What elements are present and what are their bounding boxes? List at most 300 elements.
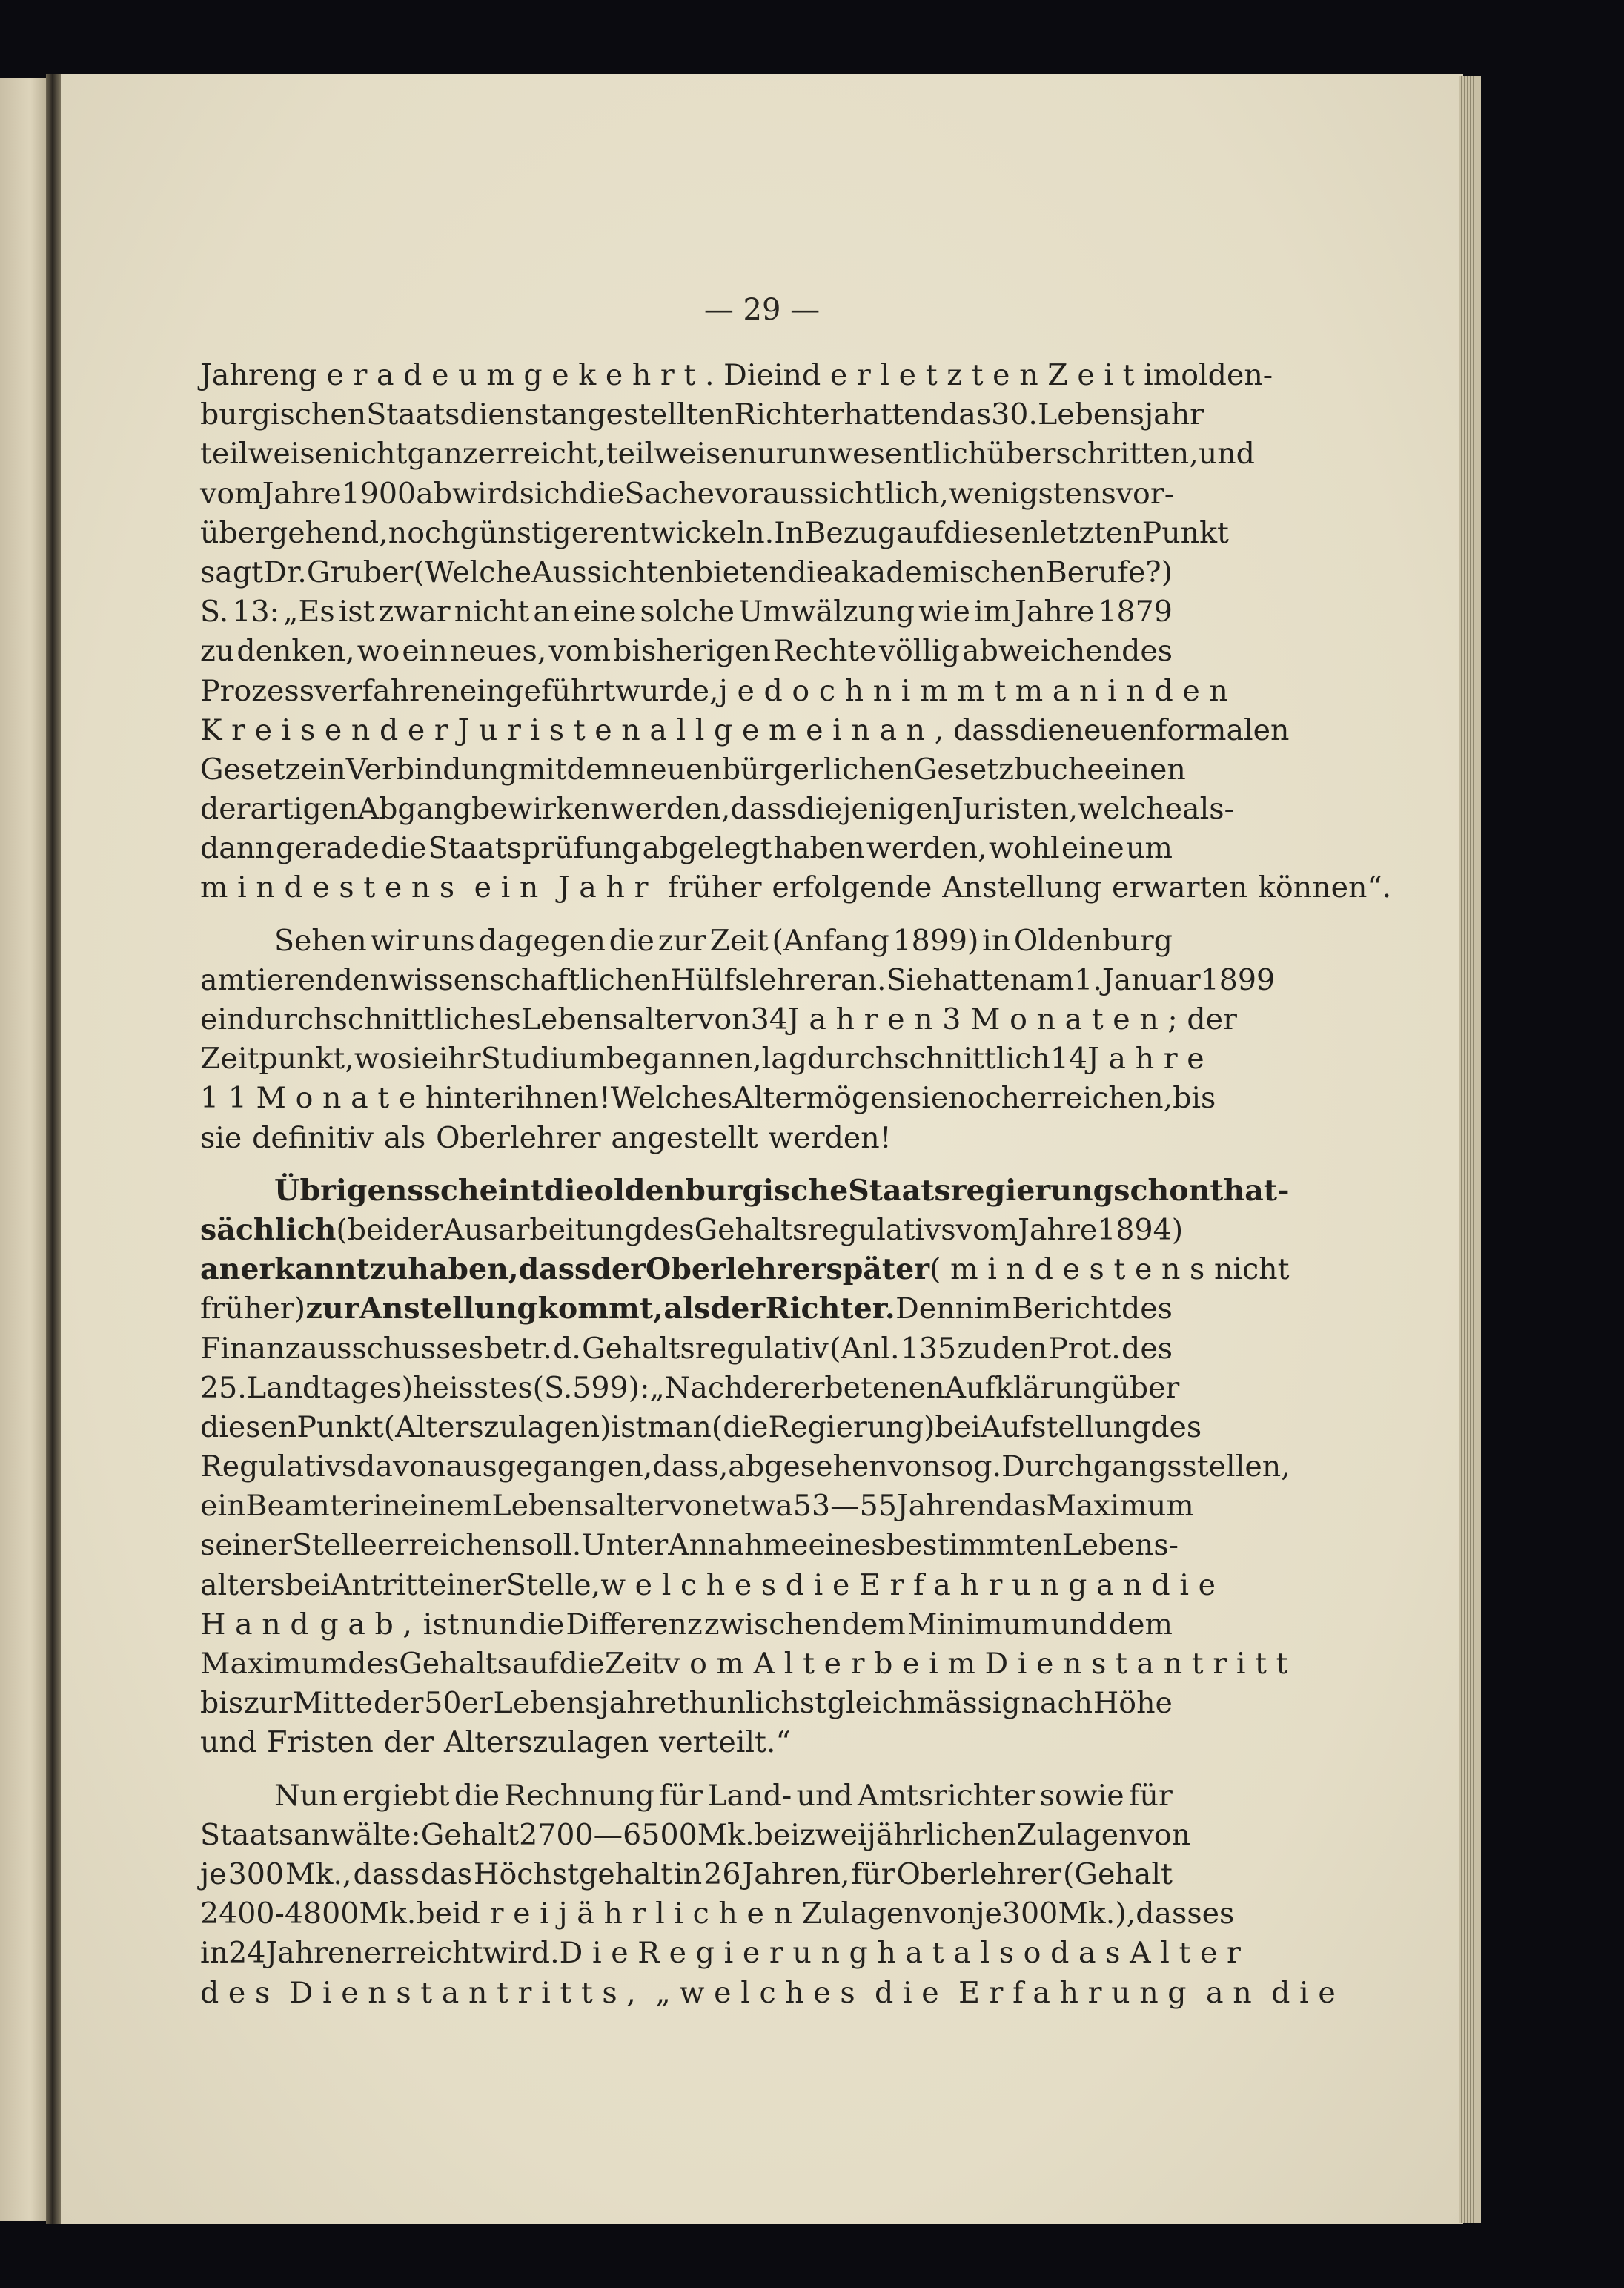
word: sie: [906, 1081, 949, 1116]
word: alters: [200, 1567, 285, 1602]
word: werden,: [609, 792, 731, 827]
word: dass: [730, 792, 797, 827]
text-line: [200, 632, 1173, 671]
word: in: [773, 358, 802, 392]
text-line: [200, 1605, 1173, 1644]
text-line: [200, 1171, 1290, 1211]
word: Sie: [886, 962, 933, 997]
word: eingeführt: [459, 673, 616, 708]
word: Regulativs: [200, 1449, 357, 1484]
word: der: [383, 1725, 434, 1760]
word: bestimmten: [886, 1528, 1062, 1563]
word: ist: [611, 1409, 648, 1444]
word: solche: [640, 595, 735, 629]
word: Richter: [734, 397, 844, 432]
text-line: [200, 790, 1234, 829]
text-line: [200, 1211, 1184, 1250]
word: 11: [200, 1081, 256, 1116]
word: Welches: [610, 1081, 733, 1116]
word: neuen: [1064, 712, 1156, 747]
word: vom: [955, 1212, 1018, 1247]
word: hatten: [844, 397, 941, 432]
word: das: [995, 1489, 1047, 1524]
word: Studium: [480, 1042, 606, 1077]
word: und: [796, 1778, 853, 1813]
word: 30.: [991, 397, 1038, 432]
text-line: [200, 592, 1173, 632]
word: ein: [200, 1002, 246, 1036]
word: Monate: [256, 1081, 425, 1116]
word: 2400: [200, 1897, 275, 1931]
word: definitiv: [252, 1120, 374, 1155]
word: als-: [1182, 792, 1234, 827]
word: teilweise: [200, 437, 332, 472]
word: früher: [667, 870, 762, 905]
text-line: [200, 1934, 1250, 1973]
word: 1899: [1200, 962, 1276, 997]
word: entwickeln.: [603, 515, 775, 550]
word: des: [1121, 1292, 1173, 1326]
text-line: [200, 1487, 1194, 1526]
text-line: [200, 1776, 1173, 1816]
word: burgischen: [200, 397, 367, 432]
word: die: [454, 1778, 500, 1813]
text-line: [200, 1250, 1290, 1289]
word: den: [1154, 673, 1238, 708]
word: am: [1029, 962, 1075, 997]
word: die: [875, 1975, 949, 2010]
word: Landtages): [246, 1370, 414, 1405]
word: ist: [338, 595, 375, 629]
word: Übrigens: [274, 1173, 424, 1208]
word: 3: [942, 1002, 971, 1036]
word: Maximum: [200, 1647, 348, 1681]
text-line: [200, 1816, 1191, 1855]
word: von: [1137, 1817, 1191, 1852]
word: abgelegt: [642, 831, 772, 866]
text-line: [200, 1855, 1173, 1894]
word: neues,: [449, 634, 547, 669]
word: Finanzausschusses: [200, 1331, 484, 1366]
word: erwarten: [1111, 870, 1248, 905]
word: Alter: [1130, 1936, 1250, 1971]
word: sie: [397, 1042, 439, 1077]
word: wo: [354, 1042, 397, 1077]
word: Lebensjahr: [1037, 397, 1204, 432]
word: schon: [1113, 1173, 1210, 1208]
word: es: [500, 1370, 533, 1405]
word: Berufe?): [1045, 555, 1173, 589]
word: bei: [416, 1897, 462, 1931]
word: Jahre: [1087, 1042, 1214, 1077]
word: ein: [200, 1489, 246, 1524]
word: Januar: [1101, 962, 1201, 997]
word: In: [774, 515, 805, 550]
word: zur: [243, 1686, 293, 1721]
word: ihnen!: [515, 1081, 611, 1116]
word: nach: [1021, 1686, 1093, 1721]
text-line: [200, 961, 1276, 1000]
word: zur: [305, 1292, 359, 1326]
word: eines: [808, 1528, 886, 1563]
word: „Es: [283, 595, 335, 629]
word: 14: [1050, 1042, 1088, 1077]
text-line: [200, 1289, 1173, 1329]
word: dass: [952, 712, 1020, 747]
word: einem: [401, 1489, 492, 1524]
word: 53—55: [792, 1489, 897, 1524]
word: welches: [600, 1567, 786, 1602]
word: Mitte: [292, 1686, 374, 1721]
word: und: [1198, 437, 1255, 472]
word: bis: [200, 1686, 244, 1721]
word: das: [940, 397, 992, 432]
word: sächlich: [200, 1212, 337, 1247]
word: früher): [200, 1292, 306, 1326]
word: wird.: [483, 1936, 560, 1971]
page-number: — 29 —: [703, 293, 821, 327]
word: Gehalt: [420, 1817, 520, 1852]
word: Jahren: [265, 1936, 364, 1971]
word: nimmt: [872, 673, 1015, 708]
word: Zeit: [1047, 358, 1144, 392]
word: des: [643, 1212, 695, 1247]
word: und: [200, 1725, 257, 1760]
word: erreicht: [363, 1936, 483, 1971]
word: in: [982, 923, 1011, 958]
word: letzten: [880, 358, 1048, 392]
word: abweichendes: [962, 634, 1173, 669]
word: erfolgende: [772, 870, 932, 905]
word: der: [801, 358, 881, 392]
word: teilweise: [606, 437, 738, 472]
word: bürgerlichen: [721, 752, 914, 787]
word: die: [579, 476, 625, 511]
word: Differenz: [566, 1607, 703, 1641]
word: von: [697, 1002, 751, 1036]
word: Staatsdienst: [366, 397, 551, 432]
word: Durchgangsstellen,: [1001, 1449, 1290, 1484]
word: (S.: [532, 1370, 573, 1405]
word: im: [1144, 358, 1181, 392]
word: Jahren,: [742, 1856, 850, 1891]
word: die: [787, 555, 834, 589]
word: Hülfslehrer: [670, 962, 841, 997]
word: wir: [370, 923, 419, 958]
word: diesen: [200, 1409, 297, 1444]
word: der: [1187, 1002, 1237, 1036]
word: Zulagen: [801, 1897, 923, 1931]
word: erreichen: [377, 1528, 521, 1563]
word: (Alterszulagen): [383, 1409, 612, 1444]
word: Lebens-: [1061, 1528, 1179, 1563]
word: in: [674, 1856, 703, 1891]
word: übergehend,: [200, 515, 388, 550]
word: Lebensalter: [520, 1002, 698, 1036]
word: 34: [750, 1002, 788, 1036]
word: der: [743, 1370, 794, 1405]
word: etwa: [721, 1489, 793, 1524]
word: bei: [285, 1567, 331, 1602]
text-line: [200, 672, 1238, 711]
word: jedoch: [718, 673, 873, 708]
word: haben: [773, 831, 865, 866]
word: letzten: [1040, 515, 1142, 550]
text-line: [200, 356, 1273, 395]
text-line: [200, 1566, 1225, 1605]
word: um: [1126, 831, 1173, 866]
word: eine: [1061, 831, 1124, 866]
word: dann: [200, 831, 274, 866]
word: bei: [935, 1409, 981, 1444]
word: Stelle,: [506, 1567, 601, 1602]
word: wenigstens: [948, 476, 1116, 511]
word: scheint: [423, 1173, 544, 1208]
word: von: [922, 1897, 976, 1931]
word: Staatsanwälte:: [200, 1817, 421, 1852]
word: davon: [357, 1449, 446, 1484]
book-gutter: [46, 74, 62, 2224]
word: angestellt: [611, 1120, 758, 1155]
word: Nun: [274, 1778, 338, 1813]
word: angestellten: [551, 397, 735, 432]
word: Gruber: [306, 555, 414, 589]
word: d.: [553, 1331, 581, 1366]
word: nun: [460, 1607, 517, 1641]
word: zu: [957, 1331, 992, 1366]
word: Zeit: [604, 1647, 664, 1681]
word: an: [1096, 1567, 1152, 1602]
text-line: [200, 1000, 1237, 1039]
word: sog.: [941, 1449, 1002, 1484]
word: Oberlehrer: [896, 1856, 1062, 1891]
word: nicht: [454, 595, 530, 629]
word: umgekehrt.: [458, 358, 724, 392]
word: 135: [900, 1331, 957, 1366]
word: neuen: [630, 752, 722, 787]
word: 1.: [1074, 962, 1102, 997]
word: dem: [841, 1607, 906, 1641]
text-line: [200, 1447, 1290, 1487]
word: wo: [357, 634, 400, 669]
word: je: [975, 1897, 1002, 1931]
word: 2700—6500: [519, 1817, 697, 1852]
word: Dienstantritt: [984, 1647, 1298, 1681]
word: Jahre: [1018, 1212, 1098, 1247]
word: vom: [663, 1647, 754, 1681]
word: Oberlehrer: [645, 1252, 826, 1287]
word: 25.: [200, 1370, 247, 1405]
word: olden-: [1181, 358, 1273, 392]
word: Oldenburg: [1013, 923, 1173, 958]
word: in: [317, 752, 346, 787]
word: im: [973, 595, 1012, 629]
word: des: [1150, 1409, 1202, 1444]
word: mindestens: [200, 870, 464, 905]
word: also: [953, 1936, 1051, 1971]
word: auf: [896, 515, 944, 550]
word: amtierenden: [200, 962, 389, 997]
word: ganz: [407, 437, 478, 472]
word: werden!: [768, 1120, 892, 1155]
word: Abgang: [357, 792, 471, 827]
word: Gehaltsregulativs: [694, 1212, 956, 1247]
word: 1899): [892, 923, 979, 958]
word: hinter: [425, 1081, 516, 1116]
word: 26: [703, 1856, 741, 1891]
word: Hand: [200, 1607, 319, 1641]
word: den: [992, 1331, 1047, 1366]
word: man: [1015, 673, 1108, 708]
word: derartigen: [200, 792, 358, 827]
word: formalen: [1156, 712, 1290, 747]
word: für: [1128, 1778, 1173, 1813]
word: dass: [353, 1856, 420, 1891]
word: Antritt: [330, 1567, 429, 1602]
text-line: [200, 514, 1229, 553]
word: Punkt: [1141, 515, 1229, 550]
word: (bei: [336, 1212, 394, 1247]
word: wie: [918, 595, 970, 629]
word: voraussichtlich,: [714, 476, 949, 511]
word: Mk.),: [1058, 1897, 1136, 1931]
word: dass,: [652, 1449, 729, 1484]
word: gab,: [319, 1607, 422, 1641]
word: Zeit: [709, 923, 769, 958]
word: in: [373, 1489, 402, 1524]
word: Jahren: [787, 1002, 943, 1036]
word: Alter: [732, 1081, 806, 1116]
word: bei: [754, 1817, 800, 1852]
word: Zulagen: [1016, 1817, 1138, 1852]
word: „Nach: [649, 1370, 743, 1405]
word: Erfahrung: [858, 1567, 1097, 1602]
word: Fristen: [266, 1725, 374, 1760]
word: für: [851, 1856, 895, 1891]
word: die: [543, 1173, 594, 1208]
word: heisst: [413, 1370, 500, 1405]
word: Mk.: [697, 1817, 755, 1852]
word: 300: [228, 1856, 285, 1891]
word: Lebensjahre: [493, 1686, 677, 1721]
word: Gehaltsregulativ: [582, 1331, 829, 1366]
word: lag: [761, 1042, 808, 1077]
word: das: [1050, 1936, 1130, 1971]
text-line: [200, 1408, 1202, 1447]
word: abgesehen: [728, 1449, 888, 1484]
word: verteilt.“: [658, 1725, 791, 1760]
word: bewirken: [471, 792, 610, 827]
word: durchschnittlich: [807, 1042, 1050, 1077]
text-line: [200, 1684, 1173, 1723]
text-line: [200, 829, 1173, 868]
word: Juristen,: [951, 792, 1078, 827]
word: 1879: [1098, 595, 1173, 629]
text-line: [200, 475, 1173, 514]
text-line: [200, 1369, 1180, 1408]
word: Alterszulagen: [444, 1725, 649, 1760]
word: 1900: [341, 476, 417, 511]
word: zu: [369, 1252, 408, 1287]
text-line: [200, 750, 1186, 790]
word: that-: [1210, 1173, 1290, 1208]
word: dem: [1108, 1607, 1173, 1641]
word: Oberlehrer: [436, 1120, 601, 1155]
word: Stelle: [291, 1528, 377, 1563]
word: Sache: [624, 476, 715, 511]
word: von: [668, 1489, 722, 1524]
word: über: [1110, 1370, 1180, 1405]
word: beim: [874, 1647, 985, 1681]
word: auf: [511, 1647, 560, 1681]
word: soll.: [520, 1528, 582, 1563]
word: hat: [877, 1936, 954, 1971]
word: Kreisen: [200, 712, 380, 747]
word: erreicht,: [477, 437, 606, 472]
word: Höchstgehalt: [474, 1856, 673, 1891]
word: S.: [200, 595, 229, 629]
word: Amtsrichter: [858, 1778, 1035, 1813]
word: später: [826, 1252, 930, 1287]
word: der: [710, 1292, 766, 1326]
word: ein: [474, 870, 548, 905]
text-line: [200, 922, 1173, 961]
word: einen: [1104, 752, 1186, 787]
word: des: [348, 1647, 400, 1681]
word: des: [200, 1975, 279, 2010]
word: werden,: [866, 831, 987, 866]
word: ergiebt: [342, 1778, 450, 1813]
word: Die: [559, 1936, 638, 1971]
word: Maximum: [1046, 1489, 1194, 1524]
word: die: [1151, 1567, 1225, 1602]
word: sich: [519, 476, 580, 511]
word: Bezug: [804, 515, 897, 550]
word: der: [379, 712, 458, 747]
word: 13:: [232, 595, 279, 629]
word: Minimum: [907, 1607, 1050, 1641]
word: welche: [1078, 792, 1183, 827]
word: als: [383, 1120, 426, 1155]
word: man: [647, 1409, 712, 1444]
word: ausgegangen,: [445, 1449, 653, 1484]
word: (Gehalt: [1063, 1856, 1173, 1891]
word: gerade: [276, 831, 380, 866]
word: (Anl.: [829, 1331, 900, 1366]
word: mit: [517, 752, 567, 787]
word: „welches: [655, 1975, 865, 2010]
left-page-edge: [0, 78, 50, 2221]
word: überschritten,: [987, 437, 1199, 472]
word: bis: [1173, 1081, 1216, 1116]
word: der: [393, 1212, 443, 1247]
word: Prot.: [1048, 1331, 1121, 1366]
word: Gesetzbuche: [913, 752, 1104, 787]
text-line: [200, 1079, 1216, 1118]
word: Aussichten: [531, 555, 695, 589]
word: völlig: [878, 634, 960, 669]
word: ist: [422, 1607, 460, 1641]
word: Jahren: [896, 1489, 995, 1524]
word: akademischen: [833, 555, 1046, 589]
word: vor-: [1116, 476, 1175, 511]
text-line: [200, 1526, 1179, 1565]
word: Mk.,: [285, 1856, 352, 1891]
word: Unter: [581, 1528, 669, 1563]
word: diesen: [943, 515, 1041, 550]
word: Dienstantritts,: [289, 1975, 646, 2010]
word: 4800: [284, 1897, 359, 1931]
